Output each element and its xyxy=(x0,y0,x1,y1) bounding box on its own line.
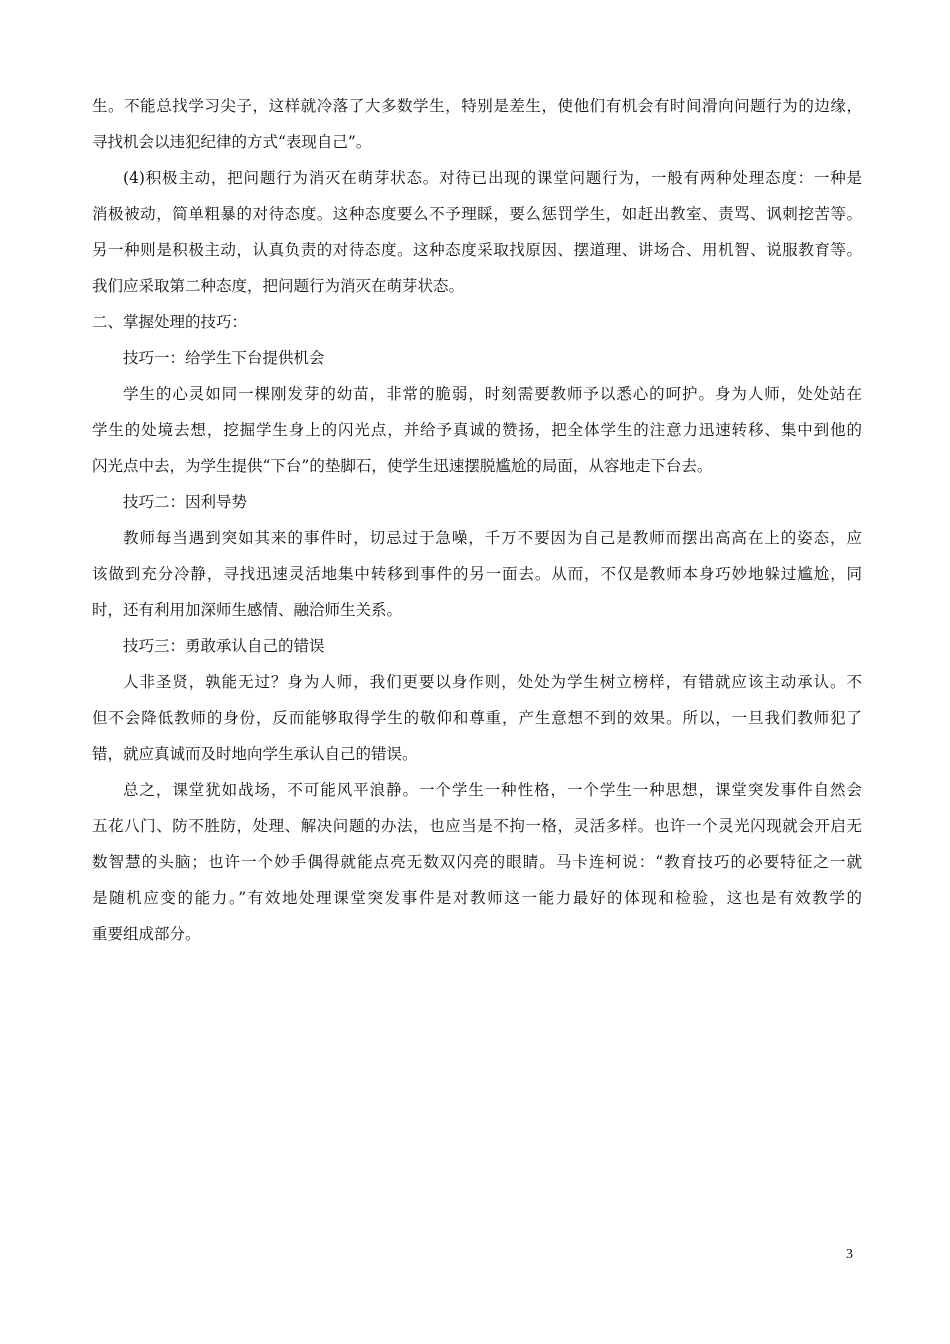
subsection-heading: 技巧三：勇敢承认自己的错误 xyxy=(123,637,325,655)
page-number: 3 xyxy=(846,1247,853,1262)
text-line: 消极被动，简单粗暴的对待态度。这种态度要么不予理睬，要么惩罚学生，如赶出教室、责骂、讽刺挖苦等。 xyxy=(92,205,862,223)
subsection-heading: 技巧一：给学生下台提供机会 xyxy=(123,349,325,367)
text-line: (4)积极主动，把问题行为消灭在萌芽状态。对待已出现的课堂问题行为，一般有两种处理态度：一种是 xyxy=(123,169,862,187)
text-line: 该做到充分冷静，寻找迅速灵活地集中转移到事件的另一面去。从而，不仅是教师本身巧妙地躲过尴尬，同 xyxy=(92,565,862,583)
text-line: 另一种则是积极主动，认真负责的对待态度。这种态度采取找原因、摆道理、讲场合、用机智、说服教育等。 xyxy=(92,241,862,259)
text-line: 人非圣贤，孰能无过？身为人师，我们更要以身作则，处处为学生树立榜样，有错就应该主动承认。不 xyxy=(123,673,862,691)
text-line: 教师每当遇到突如其来的事件时，切忌过于急噪，千万不要因为自己是教师而摆出高高在上的姿态，应 xyxy=(123,529,862,547)
text-line: 重要组成部分。 xyxy=(92,925,201,943)
text-line: 但不会降低教师的身份，反而能够取得学生的敬仰和尊重，产生意想不到的效果。所以，一旦我们教师犯了 xyxy=(92,709,862,727)
text-line: 生。不能总找学习尖子，这样就冷落了大多数学生，特别是差生，使他们有机会有时间滑向问题行为的边缘， xyxy=(92,97,862,115)
text-line: 学生的心灵如同一棵刚发芽的幼苗，非常的脆弱，时刻需要教师予以悉心的呵护。身为人师，处处站在 xyxy=(123,385,862,403)
text-line: 学生的处境去想，挖掘学生身上的闪光点，并给予真诚的赞扬，把全体学生的注意力迅速转移、集中到他的 xyxy=(92,421,862,439)
subsection-heading: 技巧二：因利导势 xyxy=(123,493,248,511)
document-body xyxy=(92,88,862,952)
text-line: 错，就应真诚而及时地向学生承认自己的错误。 xyxy=(92,745,418,763)
text-line: 闪光点中去，为学生提供“下台”的垫脚石，使学生迅速摆脱尴尬的局面，从容地走下台去。 xyxy=(92,457,713,475)
text-line: 数智慧的头脑；也许一个妙手偶得就能点亮无数双闪亮的眼睛。马卡连柯说：“教育技巧的必要特征之一就 xyxy=(92,853,862,871)
text-line: 我们应采取第二种态度，把问题行为消灭在萌芽状态。 xyxy=(92,277,465,295)
text-line: 五花八门、防不胜防，处理、解决问题的办法，也应当是不拘一格，灵活多样。也许一个灵光闪现就会开启无 xyxy=(92,817,862,835)
text-line: 总之，课堂犹如战场，不可能风平浪静。一个学生一种性格，一个学生一种思想，课堂突发事件自然会 xyxy=(123,781,862,799)
text-line: 时，还有利用加深师生感情、融洽师生关系。 xyxy=(92,601,403,619)
text-line: 是随机应变的能力。”有效地处理课堂突发事件是对教师这一能力最好的体现和检验，这也是有效教学的 xyxy=(92,889,862,907)
section-heading: 二、掌握处理的技巧： xyxy=(92,313,248,331)
text-line: 寻找机会以违犯纪律的方式“表现自己”。 xyxy=(92,133,372,151)
